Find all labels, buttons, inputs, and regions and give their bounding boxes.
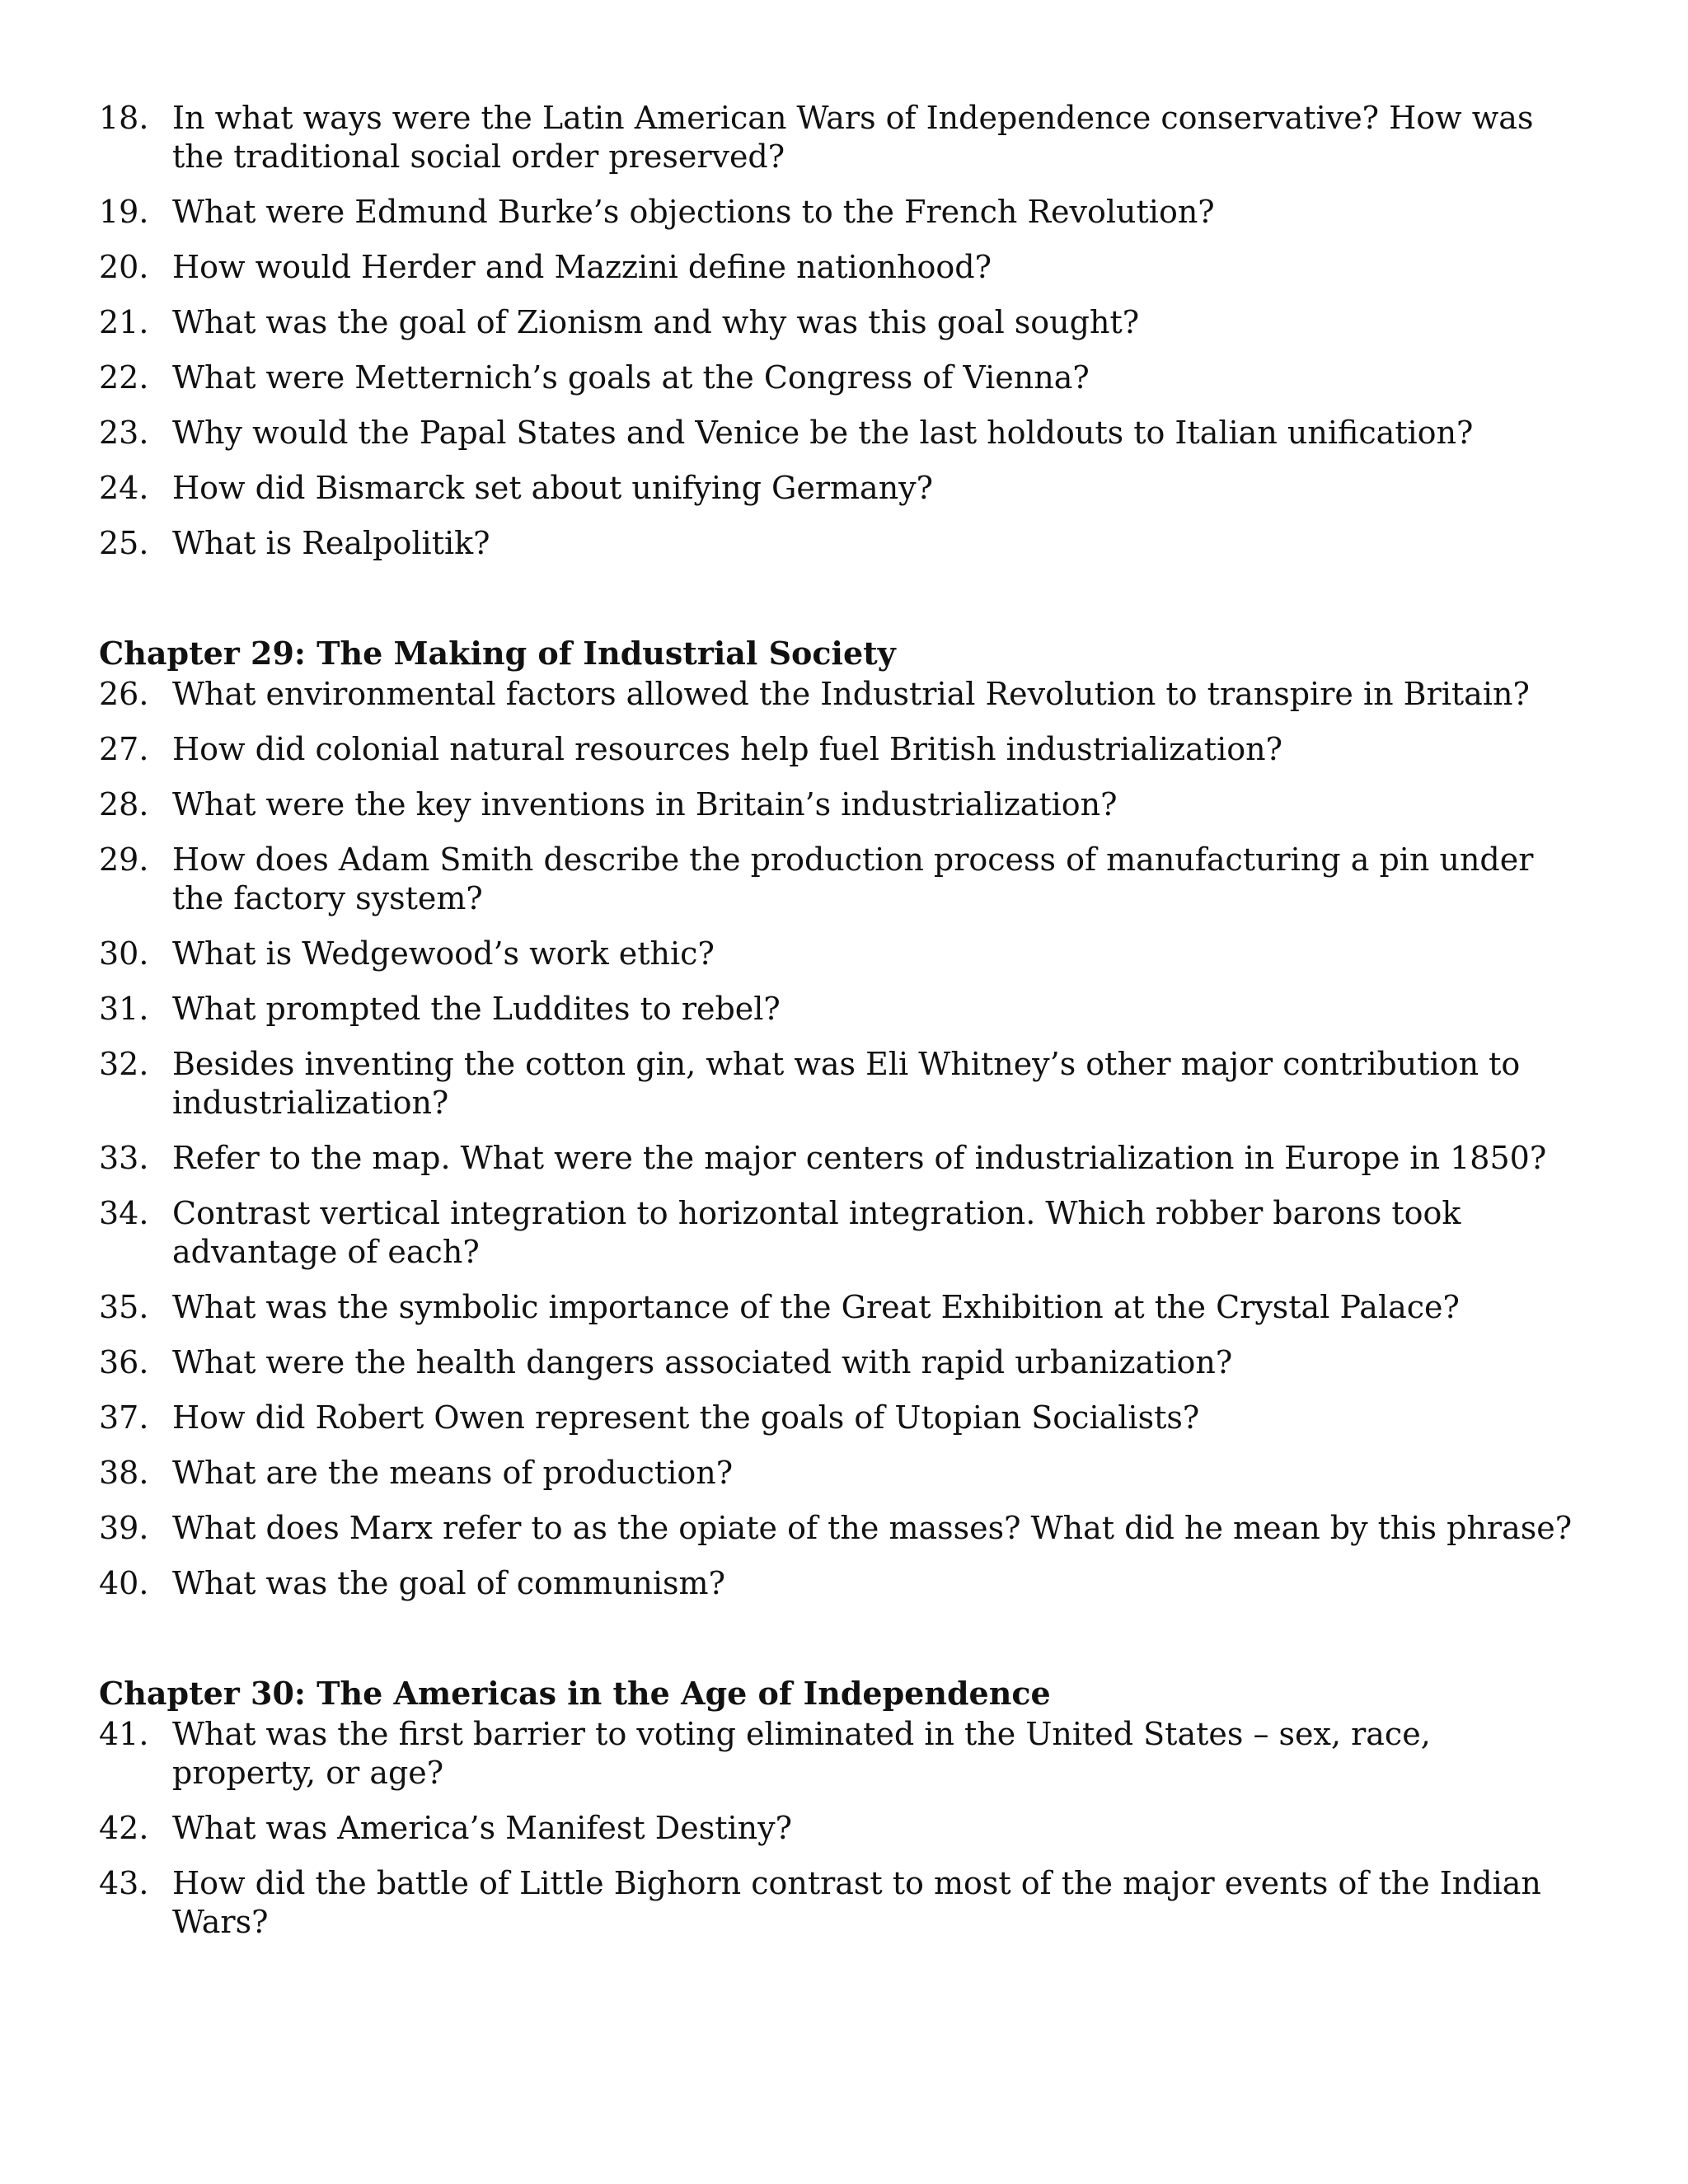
question-number: 25.: [99, 525, 149, 561]
question-document: [99, 99, 1574, 1958]
section-ch28-continued: [99, 99, 1574, 563]
question-item: [99, 1564, 1574, 1603]
question-text: What was the goal of communism?: [172, 1565, 725, 1601]
question-number: 27.: [99, 731, 149, 767]
question-number: 22.: [99, 359, 149, 396]
question-text: What are the means of production?: [172, 1455, 734, 1491]
question-text: Besides inventing the cotton gin, what was Eli Whitney’s other major contribution to industrialization?: [172, 1046, 1521, 1121]
question-number: 21.: [99, 304, 149, 340]
section-chapter-30: [99, 1672, 1574, 1942]
question-number: 24.: [99, 470, 149, 506]
question-text: What was the symbolic importance of the Great Exhibition at the Crystal Palace?: [172, 1289, 1460, 1325]
question-item: [99, 248, 1574, 287]
question-list: [99, 1715, 1574, 1942]
question-number: 29.: [99, 841, 149, 878]
question-number: 42.: [99, 1810, 149, 1846]
question-item: [99, 1288, 1574, 1327]
question-text: How did the battle of Little Bighorn contrast to most of the major events of the Indian Wars?: [172, 1865, 1541, 1940]
question-item: [99, 730, 1574, 769]
question-item: [99, 1343, 1574, 1382]
question-number: 32.: [99, 1046, 149, 1082]
question-item: [99, 99, 1574, 176]
question-number: 26.: [99, 676, 149, 712]
question-text: What were Edmund Burke’s objections to the French Revolution?: [172, 194, 1215, 230]
question-text: What was America’s Manifest Destiny?: [172, 1810, 792, 1846]
question-item: [99, 1509, 1574, 1548]
question-text: What were the health dangers associated with rapid urbanization?: [172, 1344, 1233, 1380]
question-number: 30.: [99, 935, 149, 972]
question-item: [99, 1864, 1574, 1942]
question-number: 36.: [99, 1344, 149, 1380]
question-item: [99, 1139, 1574, 1178]
question-number: 34.: [99, 1195, 149, 1231]
question-text: How did colonial natural resources help fuel British industrialization?: [172, 731, 1282, 767]
section-chapter-29: [99, 632, 1574, 1603]
question-item: [99, 675, 1574, 714]
question-item: [99, 359, 1574, 397]
chapter-heading: Chapter 30: The Americas in the Age of Independence: [99, 1675, 1051, 1712]
question-item: [99, 414, 1574, 452]
question-text: Contrast vertical integration to horizontal integration. Which robber barons took advantage of each?: [172, 1195, 1461, 1270]
question-text: What were Metternich’s goals at the Congress of Vienna?: [172, 359, 1090, 396]
question-item: [99, 303, 1574, 342]
question-item: [99, 990, 1574, 1029]
question-text: How does Adam Smith describe the production process of manufacturing a pin under the factory system?: [172, 841, 1534, 916]
question-item: [99, 1715, 1574, 1793]
question-text: What does Marx refer to as the opiate of the masses? What did he mean by this phrase?: [172, 1510, 1573, 1546]
question-item: [99, 785, 1574, 824]
section-spacer: [99, 579, 1574, 632]
question-number: 41.: [99, 1716, 149, 1752]
question-item: [99, 193, 1574, 232]
question-number: 37.: [99, 1399, 149, 1436]
question-text: In what ways were the Latin American Wars of Independence conservative? How was the traditional social order preserved?: [172, 100, 1534, 175]
chapter-heading: Chapter 29: The Making of Industrial Society: [99, 635, 896, 672]
question-text: Why would the Papal States and Venice be the last holdouts to Italian unification?: [172, 415, 1474, 451]
question-number: 23.: [99, 415, 149, 451]
question-number: 43.: [99, 1865, 149, 1901]
question-number: 33.: [99, 1140, 149, 1176]
question-number: 39.: [99, 1510, 149, 1546]
question-text: What is Realpolitik?: [172, 525, 490, 561]
question-number: 20.: [99, 249, 149, 285]
question-number: 18.: [99, 100, 149, 136]
question-item: [99, 1399, 1574, 1437]
question-text: What were the key inventions in Britain’s industrialization?: [172, 786, 1118, 823]
question-text: Refer to the map. What were the major centers of industrialization in Europe in 1850?: [172, 1140, 1547, 1176]
question-number: 35.: [99, 1289, 149, 1325]
question-text: How did Bismarck set about unifying Germany?: [172, 470, 934, 506]
question-number: 31.: [99, 991, 149, 1027]
section-spacer: [99, 1619, 1574, 1672]
question-item: [99, 1045, 1574, 1122]
question-item: [99, 469, 1574, 508]
question-item: [99, 524, 1574, 563]
question-number: 38.: [99, 1455, 149, 1491]
question-item: [99, 1194, 1574, 1272]
question-item: [99, 841, 1574, 918]
question-item: [99, 935, 1574, 973]
question-number: 19.: [99, 194, 149, 230]
question-item: [99, 1809, 1574, 1848]
question-text: How did Robert Owen represent the goals of Utopian Socialists?: [172, 1399, 1200, 1436]
question-number: 40.: [99, 1565, 149, 1601]
question-text: What is Wedgewood’s work ethic?: [172, 935, 715, 972]
question-number: 28.: [99, 786, 149, 823]
question-list: [99, 99, 1574, 563]
question-list: [99, 675, 1574, 1603]
question-item: [99, 1454, 1574, 1493]
question-text: What was the goal of Zionism and why was this goal sought?: [172, 304, 1140, 340]
question-text: What prompted the Luddites to rebel?: [172, 991, 781, 1027]
question-text: How would Herder and Mazzini define nationhood?: [172, 249, 992, 285]
question-text: What environmental factors allowed the Industrial Revolution to transpire in Britain?: [172, 676, 1530, 712]
question-text: What was the first barrier to voting eliminated in the United States – sex, race, property, or age?: [172, 1716, 1431, 1791]
